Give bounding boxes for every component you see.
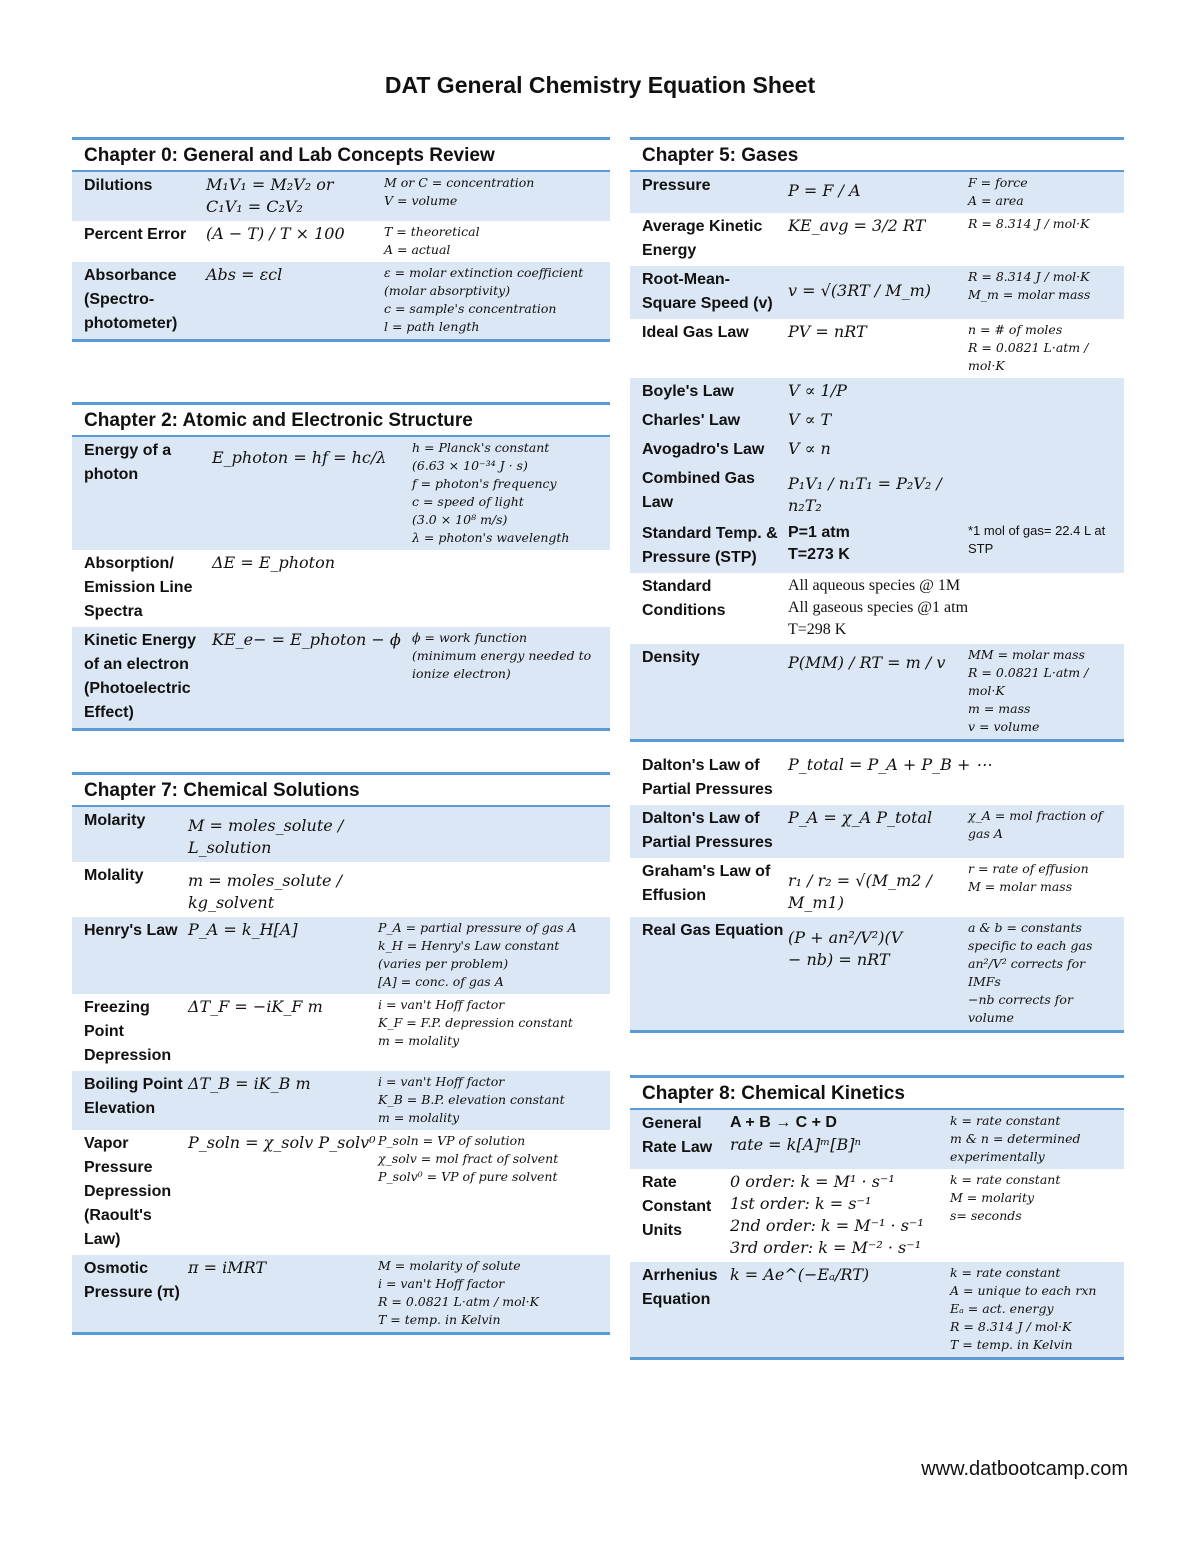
row-name: Energy of a photon bbox=[72, 436, 212, 550]
row-name: Arrhenius Equation bbox=[630, 1262, 730, 1359]
table-row bbox=[630, 407, 1124, 436]
table-row bbox=[72, 1130, 610, 1255]
row-equation: A + B → C + D rate = k[A]ᵐ[B]ⁿ bbox=[730, 1109, 950, 1169]
table-row bbox=[630, 465, 1124, 520]
chapter-5-title: Chapter 5: Gases bbox=[630, 137, 1124, 170]
row-name: Absorbance (Spectro-photometer) bbox=[72, 262, 206, 341]
row-name: Dalton's Law of Partial Pressures bbox=[630, 805, 788, 858]
page-title: DAT General Chemistry Equation Sheet bbox=[384, 72, 816, 98]
row-name: Molality bbox=[84, 867, 144, 884]
row-equation: ΔT_B = iK_B m bbox=[188, 1071, 378, 1130]
row-notes: i = van't Hoff factor K_F = F.P. depression constant m = molality bbox=[378, 997, 573, 1048]
row-equation: P_A = k_H[A] bbox=[188, 917, 378, 994]
table-row bbox=[72, 436, 610, 550]
row-notes bbox=[968, 407, 1124, 436]
row-equation: V ∝ 1/P bbox=[788, 378, 968, 407]
row-notes bbox=[968, 378, 1124, 407]
row-equation: ΔT_F = −iK_F m bbox=[188, 997, 323, 1016]
table-row bbox=[630, 805, 1124, 858]
table-row bbox=[630, 752, 1124, 805]
table-row bbox=[72, 550, 610, 627]
row-name: Standard Temp. & Pressure (STP) bbox=[630, 520, 788, 573]
chapter-5-table-cont bbox=[630, 752, 1124, 1033]
table-row bbox=[630, 573, 1124, 644]
row-notes: i = van't Hoff factor K_B = B.P. elevation constant m = molality bbox=[378, 1071, 610, 1130]
row-notes bbox=[968, 465, 1124, 520]
row-equation: V ∝ n bbox=[788, 436, 968, 465]
row-name: Root-Mean-Square Speed (v) bbox=[630, 266, 788, 319]
row-equation: P=1 atm T=273 K bbox=[788, 520, 968, 573]
chapter-7-title: Chapter 7: Chemical Solutions bbox=[72, 772, 610, 805]
row-name: Dilutions bbox=[72, 171, 206, 221]
row-equation: ΔE = E_photon bbox=[212, 553, 336, 572]
row-equation: P_A = χ_A P_total bbox=[788, 805, 968, 858]
row-notes: k = rate constant m & n = determined experimentally bbox=[950, 1109, 1124, 1169]
row-equation: P_soln = χ_solv P_solv⁰ bbox=[188, 1133, 376, 1152]
row-notes: k = rate constant A = unique to each rxn Eₐ = act. energy R = 8.314 J / mol·K T = temp. in Kelvin bbox=[950, 1262, 1124, 1359]
row-equation: Abs = εcl bbox=[206, 262, 384, 341]
row-name: Graham's Law of Effusion bbox=[642, 863, 771, 904]
chapter-2-table bbox=[72, 435, 610, 731]
chapter-2-section bbox=[72, 402, 610, 731]
row-equation: V ∝ T bbox=[788, 407, 968, 436]
table-row bbox=[630, 378, 1124, 407]
chapter-8-title: Chapter 8: Chemical Kinetics bbox=[630, 1075, 1124, 1108]
row-name: Absorption/ Emission Line Spectra bbox=[84, 555, 193, 620]
row-equation: P(MM) / RT = m / v bbox=[788, 644, 968, 741]
row-notes: h = Planck's constant (6.63 × 10⁻³⁴ J · s) f = photon's frequency c = speed of light (3.0 × 10⁸ m/s) λ = photon's wavelength bbox=[412, 436, 610, 550]
row-notes: R = 8.314 J / mol·K bbox=[968, 216, 1090, 231]
row-name: Avogadro's Law bbox=[630, 436, 788, 465]
row-equation: M = moles_solute / L_solution bbox=[188, 806, 378, 862]
row-equation: P₁V₁ / n₁T₁ = P₂V₂ / n₂T₂ bbox=[788, 465, 968, 520]
table-row bbox=[72, 627, 610, 730]
row-equation: P = F / A bbox=[788, 171, 968, 213]
row-notes: r = rate of effusion M = molar mass bbox=[968, 861, 1089, 894]
row-notes: M = molarity of solute i = van't Hoff factor R = 0.0821 L·atm / mol·K T = temp. in Kelvin bbox=[378, 1255, 610, 1334]
table-row bbox=[630, 520, 1124, 573]
row-equation: All aqueous species @ 1M All gaseous species @1 atm T=298 K bbox=[788, 577, 969, 638]
row-equation: (A − T) / T × 100 bbox=[206, 224, 345, 243]
row-name: Vapor Pressure Depression (Raoult's Law) bbox=[84, 1135, 172, 1248]
row-equation: r₁ / r₂ = √(M_m2 / M_m1) bbox=[788, 871, 938, 912]
table-row bbox=[630, 436, 1124, 465]
row-notes bbox=[968, 436, 1124, 465]
table-row bbox=[630, 319, 1124, 378]
row-name: Boiling Point Elevation bbox=[72, 1071, 188, 1130]
table-row bbox=[72, 221, 610, 262]
table-row bbox=[72, 1071, 610, 1130]
table-row bbox=[630, 1169, 1124, 1262]
row-notes: ε = molar extinction coefficient (molar absorptivity) c = sample's concentration l = path length bbox=[384, 262, 610, 341]
row-notes: *1 mol of gas= 22.4 L at STP bbox=[968, 520, 1124, 573]
chapter-8-table bbox=[630, 1108, 1124, 1360]
row-equation: M₁V₁ = M₂V₂ or C₁V₁ = C₂V₂ bbox=[206, 171, 384, 221]
chapter-0-section bbox=[72, 137, 610, 342]
row-equation: 0 order: k = M¹ · s⁻¹ 1st order: k = s⁻¹ 2nd order: k = M⁻¹ · s⁻¹ 3rd order: k = M⁻² · s⁻¹ bbox=[730, 1172, 924, 1257]
chapter-2-title: Chapter 2: Atomic and Electronic Structure bbox=[72, 402, 610, 435]
row-equation: π = iMRT bbox=[188, 1255, 378, 1334]
row-notes: a & b = constants specific to each gas an²/V² corrects for IMFs −nb corrects for volume bbox=[968, 917, 1124, 1032]
row-equation: KE_e− = E_photon − ϕ bbox=[212, 627, 412, 730]
table-row bbox=[630, 213, 1124, 266]
row-notes bbox=[378, 806, 610, 862]
row-name: Henry's Law bbox=[72, 917, 188, 994]
row-name: Osmotic Pressure (π) bbox=[72, 1255, 188, 1334]
row-name: Percent Error bbox=[84, 226, 187, 243]
table-row bbox=[630, 1262, 1124, 1359]
chapter-0-title: Chapter 0: General and Lab Concepts Review bbox=[72, 137, 610, 170]
row-name: Combined Gas Law bbox=[630, 465, 788, 520]
row-notes bbox=[378, 862, 610, 917]
row-equation: PV = nRT bbox=[788, 322, 867, 341]
table-row bbox=[72, 262, 610, 341]
row-equation: P_total = P_A + P_B + ⋯ bbox=[788, 755, 992, 774]
table-row bbox=[72, 806, 610, 862]
row-notes: χ_A = mol fraction of gas A bbox=[968, 805, 1124, 858]
row-notes: F = force A = area bbox=[968, 171, 1124, 213]
footer-url: www.datbootcamp.com bbox=[921, 1458, 1128, 1480]
chapter-0-table bbox=[72, 170, 610, 342]
row-name: Ideal Gas Law bbox=[642, 324, 749, 341]
chapter-5-section bbox=[630, 137, 1124, 1033]
row-equation: m = moles_solute / kg_solvent bbox=[188, 871, 348, 912]
row-name: Rate Constant Units bbox=[642, 1174, 712, 1239]
row-name: Standard Conditions bbox=[642, 578, 726, 619]
row-notes: ϕ = work function (minimum energy needed to ionize electron) bbox=[412, 627, 610, 730]
row-name: Real Gas Equation bbox=[630, 917, 788, 1032]
row-equation: (P + an²/V²)(V − nb) = nRT bbox=[788, 917, 968, 1032]
row-name: General Rate Law bbox=[630, 1109, 730, 1169]
row-notes: P_A = partial pressure of gas A k_H = Henry's Law constant (varies per problem) [A] = conc. of gas A bbox=[378, 917, 610, 994]
chapter-7-table bbox=[72, 805, 610, 1335]
table-row bbox=[72, 1255, 610, 1334]
table-row bbox=[630, 858, 1124, 917]
row-equation: k = Ae^(−Eₐ/RT) bbox=[730, 1262, 950, 1359]
row-name: Molarity bbox=[72, 806, 188, 862]
row-name: Kinetic Energy of an electron (Photoelectric Effect) bbox=[72, 627, 212, 730]
chapter-7-section bbox=[72, 772, 610, 1335]
table-row bbox=[72, 994, 610, 1071]
row-name: Pressure bbox=[630, 171, 788, 213]
row-notes: M or C = concentration V = volume bbox=[384, 171, 610, 221]
row-notes: k = rate constant M = molarity s= seconds bbox=[950, 1172, 1061, 1223]
row-equation: KE_avg = 3/2 RT bbox=[788, 216, 926, 235]
row-notes: n = # of moles R = 0.0821 L·atm / mol·K bbox=[968, 322, 1093, 373]
row-notes: MM = molar mass R = 0.0821 L·atm / mol·K m = mass v = volume bbox=[968, 644, 1124, 741]
table-row bbox=[630, 1109, 1124, 1169]
row-equation: E_photon = hf = hc/λ bbox=[212, 436, 412, 550]
row-name: Density bbox=[630, 644, 788, 741]
row-name: Dalton's Law of Partial Pressures bbox=[642, 757, 773, 798]
chapter-5-table bbox=[630, 170, 1124, 742]
row-notes: R = 8.314 J / mol·K M_m = molar mass bbox=[968, 266, 1124, 319]
row-notes: T = theoretical A = actual bbox=[384, 224, 480, 257]
row-notes bbox=[412, 550, 610, 627]
table-row bbox=[630, 266, 1124, 319]
table-row bbox=[630, 644, 1124, 741]
table-row bbox=[72, 171, 610, 221]
row-name: Charles' Law bbox=[630, 407, 788, 436]
table-row bbox=[72, 917, 610, 994]
row-name: Freezing Point Depression bbox=[84, 999, 172, 1064]
table-row bbox=[72, 862, 610, 917]
row-equation: v = √(3RT / M_m) bbox=[788, 266, 968, 319]
table-row bbox=[630, 917, 1124, 1032]
row-notes: P_soln = VP of solution χ_solv = mol fract of solvent P_solv⁰ = VP of pure solvent bbox=[378, 1133, 559, 1184]
row-name: Boyle's Law bbox=[630, 378, 788, 407]
chapter-8-section bbox=[630, 1075, 1124, 1360]
row-name: Average Kinetic Energy bbox=[642, 218, 763, 259]
table-row bbox=[630, 171, 1124, 213]
